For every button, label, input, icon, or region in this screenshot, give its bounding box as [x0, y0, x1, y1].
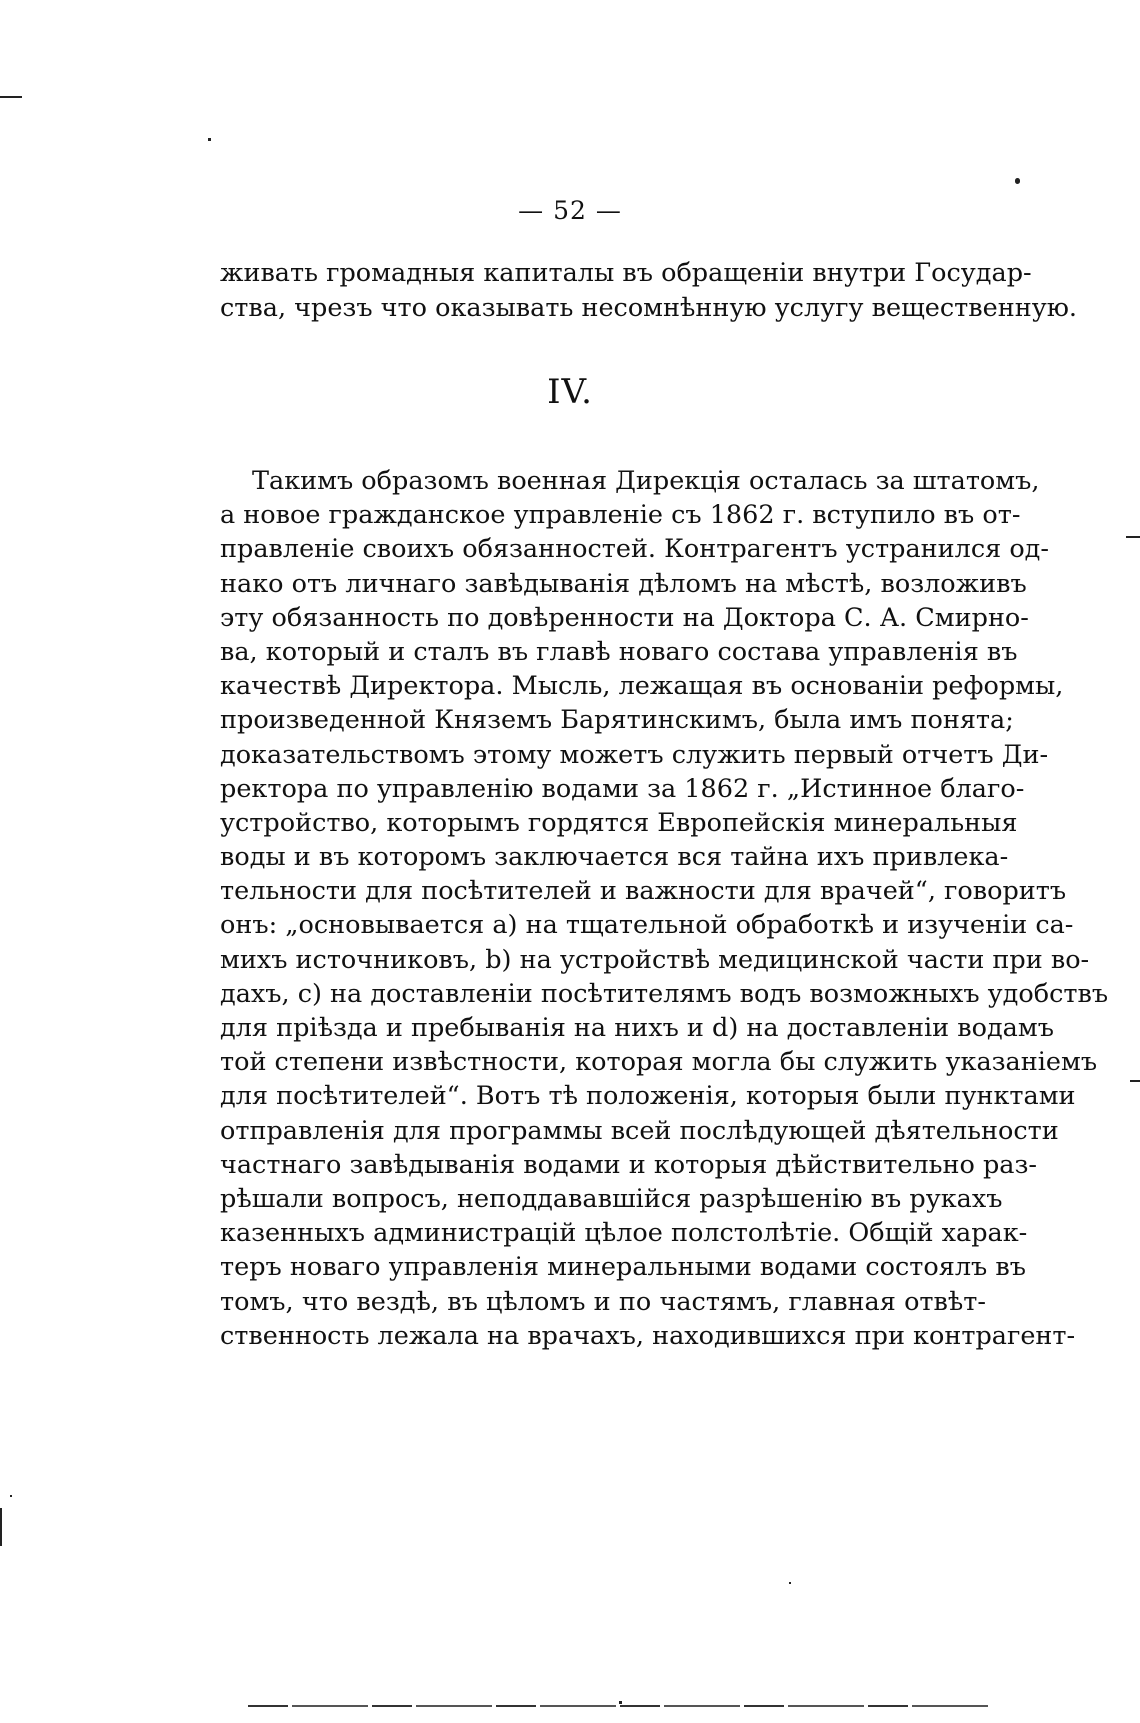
- main-paragraph: [220, 464, 1109, 1353]
- scan-dot: [208, 138, 211, 141]
- text-line: нако отъ личнаго завѣдыванія дѣломъ на мѣстѣ, возложивъ: [220, 568, 1027, 599]
- scan-dot: [10, 1495, 12, 1497]
- text-line: качествѣ Директора. Мысль, лежащая въ основаніи реформы,: [220, 671, 1064, 702]
- text-line: Такимъ образомъ военная Дирекція осталась за штатомъ,: [252, 466, 1040, 496]
- text-line: ва, который и сталъ въ главѣ новаго состава управленія въ: [220, 636, 1018, 667]
- scan-mark-right: [1130, 1080, 1140, 1082]
- scan-dot: [789, 1582, 791, 1584]
- text-line: онъ: „основывается a) на тщательной обработкѣ и изученіи са-: [220, 910, 1074, 941]
- text-line: доказательствомъ этому можетъ служить первый отчетъ Ди-: [220, 739, 1049, 770]
- text-line: ректора по управленію водами за 1862 г. „Истинное благо-: [220, 773, 1025, 804]
- text-line: для посѣтителей“. Вотъ тѣ положенія, которыя были пунктами: [220, 1081, 1076, 1112]
- bottom-scan-rule: [248, 1705, 990, 1707]
- text-line: михъ источниковъ, b) на устройствѣ медицинской части при во-: [220, 944, 1090, 975]
- text-line: воды и въ которомъ заключается вся тайна ихъ привлека-: [220, 842, 1009, 873]
- page-number: — 52 —: [518, 196, 622, 225]
- text-line: томъ, что вездѣ, въ цѣломъ и по частямъ, главная отвѣт-: [220, 1286, 986, 1317]
- top-paragraph: [220, 256, 1078, 325]
- section-heading: IV.: [547, 372, 593, 412]
- text-line: дахъ, c) на доставленіи посѣтителямъ водъ возможныхъ удобствъ: [220, 978, 1109, 1009]
- text-line: рѣшали вопросъ, неподдававшійся разрѣшенію въ рукахъ: [220, 1183, 1003, 1214]
- scan-dot: [1015, 178, 1020, 184]
- text-line: произведенной Княземъ Барятинскимъ, была имъ понята;: [220, 705, 1014, 736]
- text-line: правленіе своихъ обязанностей. Контрагентъ устранился од-: [220, 534, 1049, 565]
- text-line: отправленія для программы всей послѣдующей дѣятельности: [220, 1115, 1059, 1146]
- text-line: эту обязанность по довѣренности на Доктора С. А. Смирно-: [220, 602, 1029, 633]
- scan-mark-left-top: [0, 96, 22, 98]
- scan-mark-left-bottom: [0, 1508, 2, 1546]
- text-line: частнаго завѣдыванія водами и которыя дѣйствительно раз-: [220, 1149, 1038, 1180]
- text-line: той степени извѣстности, которая могла бы служить указаніемъ: [220, 1047, 1098, 1078]
- text-line: устройство, которымъ гордятся Европейскія минеральныя: [220, 807, 1018, 838]
- text-line: живать громадныя капиталы въ обращеніи внутри Государ-: [220, 258, 1032, 288]
- text-line: а новое гражданское управленіе съ 1862 г. вступило въ от-: [220, 500, 1021, 531]
- scan-dot: [619, 1701, 622, 1704]
- text-line: казенныхъ администрацій цѣлое полстолѣтіе. Общій харак-: [220, 1218, 1028, 1249]
- text-line: ственность лежала на врачахъ, находившихся при контрагент-: [220, 1320, 1076, 1351]
- text-line: ства, чрезъ что оказывать несомнѣнную услугу вещественную.: [220, 292, 1078, 323]
- text-line: тельности для посѣтителей и важности для врачей“, говоритъ: [220, 876, 1067, 907]
- text-line: теръ новаго управленія минеральными водами состоялъ въ: [220, 1252, 1026, 1283]
- text-line: для пріѣзда и пребыванія на нихъ и d) на доставленіи водамъ: [220, 1013, 1054, 1043]
- scan-mark-right: [1126, 536, 1140, 538]
